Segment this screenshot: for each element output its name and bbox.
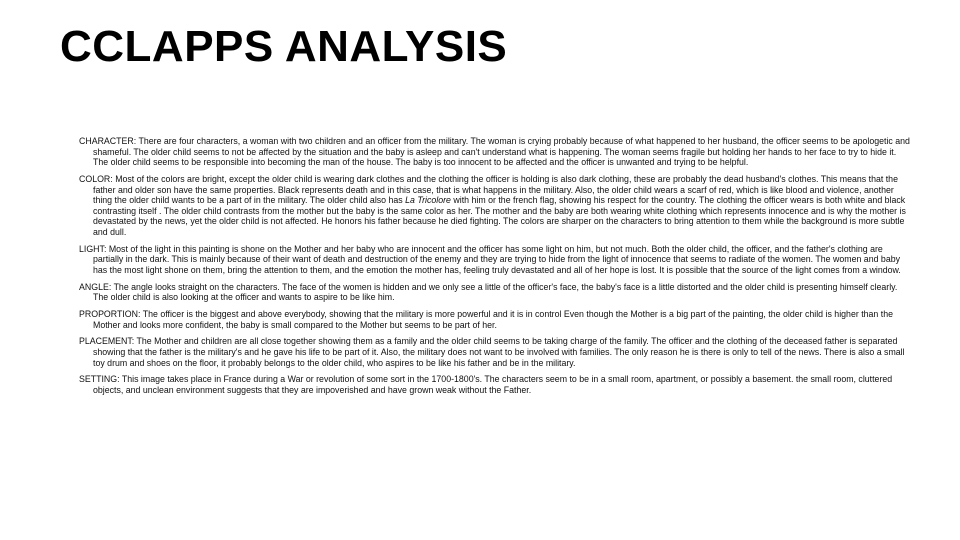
section-label: PLACEMENT xyxy=(79,336,132,347)
section-label: LIGHT xyxy=(79,243,104,254)
section-label: CHARACTER xyxy=(79,136,134,146)
section-label: COLOR xyxy=(79,173,111,184)
section-proportion: PROPORTION: The officer is the biggest and above everybody, showing that the military is more powerful and it is in control Even though the Mother is a big part of the painting, the older child is higher than the Mother and looks more confident, the baby is small compared to the Mother but seems to be part of her. xyxy=(79,309,894,330)
section-text-italic: La Tricolore xyxy=(405,195,451,206)
section-label: PROPORTION xyxy=(79,309,138,320)
analysis-body xyxy=(79,136,911,402)
section-text: The officer is the biggest and above everybody, showing that the military is more powerful and it is in control Even though the Mother is a big part of the painting, the older child is higher than the Mother and looks more confident, the baby is small compared to the Mother but seems to be part of her. xyxy=(93,309,894,330)
section-label: SETTING xyxy=(79,374,118,385)
section-text: The Mother and children are all close together showing them as a family and the older child seems to be taking charge of the family. The officer and the clothing of the deceased father is separated showing that the father is the military's and he gave his life to be part of it. Also, the military does not want to be involved with families. The only reason he is there is only to tell of the news. There is also a small toy drum and shoes on the floor, it probably belongs to the older child, who aspires to be like his father and be in the military. xyxy=(93,336,905,368)
section-text: Most of the colors are bright, except the older child is wearing dark clothes and the clothing the officer is holding is also dark clothing, these are probably the dead husband's clothes. This means that the father and older son have the same properties. Black represents death and in this case, that is what happens in the military. Also, the older child wears a scarf of red, which is like blood and violence, another thing the older child wants to be a part of in the military. The older child also has xyxy=(93,173,898,206)
section-text: with him or the french flag, showing his respect for the country. The clothing the officer wears is both white and black contrasting itself . The older child contrasts from the mother but the baby is the same color as her. The mother and the baby are both wearing white clothing which represents innocence and is why the mother is devastated by the news, yet the older child is not affected. He honors his father because he died fighting. The colors are sharper on the characters to bring attention to them while the background is more subtle and dull. xyxy=(93,195,906,237)
section-text: The angle looks straight on the characters. The face of the women is hidden and we only see a little of the officer's face, the baby's face is a little distorted and the older child is presenting himself clearly. The older child is also looking at the officer and wants to aspire to be like him. xyxy=(93,281,898,303)
section-text: This image takes place in France during a War or revolution of some sort in the 1700-1800's. The characters seem to be in a small room, apartment, or possibly a basement. the small room, cluttered objects, and unclean environment suggests that they are impoverished and have grown weak without the Father. xyxy=(93,374,893,395)
section-text: There are four characters, a woman with two children and an officer from the military. The woman is crying probably because of what happened to her husband, the officer seems to be apologetic and shameful. The older child seems to not be affected by the situation and the baby is asleep and can't understand what is happening. The woman seems fragile but holding her hands to her face to try to hide it. The older child seems to be responsible into becoming the man of the house. The baby is too innocent to be affected and the officer is unwanted and trying to be helpful. xyxy=(93,136,910,168)
section-placement: PLACEMENT: The Mother and children are all close together showing them as a family and the older child seems to be taking charge of the family. The officer and the clothing of the deceased father is separated showing that the father is the military's and he gave his life to be part of it. Also, the military does not want to be involved with families. The only reason he is there is only to tell of the news. There is also a small toy drum and shoes on the floor, it probably belongs to the older child, who aspires to be like his father and be in the military. xyxy=(79,336,905,368)
section-setting: SETTING: This image takes place in France during a War or revolution of some sort in the 1700-1800's. The characters seem to be in a small room, apartment, or possibly a basement. the small room, cluttered objects, and unclean environment suggests that they are impoverished and have grown weak without the Father. xyxy=(79,374,893,395)
section-character: CHARACTER: There are four characters, a woman with two children and an officer from the military. The woman is crying probably because of what happened to her husband, the officer seems to be apologetic and shameful. The older child seems to not be affected by the situation and the baby is asleep and can't understand what is happening. The woman seems fragile but holding her hands to her face to try to hide it. The older child seems to be responsible into becoming the man of the house. The baby is too innocent to be affected and the officer is unwanted and trying to be helpful. xyxy=(79,136,910,168)
section-text: Most of the light in this painting is shone on the Mother and her baby who are innocent and the officer has some light on him, but not much. Both the older child, the officer, and the father's clothing are partially in the dark. This is mainly because of their want of death and destruction of the enemy and they are trying to hide from the light of innocence that seems to radiate of the women. The women and baby has the most light shone on them, bring the attention to them, and the emotion the mother has, feeling truly devastated and all of her hope is lost. It is possible that the source of the light comes from a window. xyxy=(93,243,901,275)
section-angle: ANGLE: The angle looks straight on the characters. The face of the women is hidden and we only see a little of the officer's face, the baby's face is a little distorted and the older child is presenting himself clearly. The older child is also looking at the officer and wants to aspire to be like him. xyxy=(79,281,898,303)
section-label: ANGLE xyxy=(79,281,109,292)
section-light: LIGHT: Most of the light in this painting is shone on the Mother and her baby who are innocent and the officer has some light on him, but not much. Both the older child, the officer, and the father's clothing are partially in the dark. This is mainly because of their want of death and destruction of the enemy and they are trying to hide from the light of innocence that seems to radiate of the women. The women and baby has the most light shone on them, bring the attention to them, and the emotion the mother has, feeling truly devastated and all of her hope is lost. It is possible that the source of the light comes from a window. xyxy=(79,243,901,275)
section-color: COLOR: Most of the colors are bright, except the older child is wearing dark clothes and the clothing the officer is holding is also dark clothing, these are probably the dead husband's clothes. This means that the father and older son have the same properties. Black represents death and in this case, that is what happens in the military. Also, the older child wears a scarf of red, which is like blood and violence, another thing the older child wants to be a part of in the military. The older child also has La Tricolore with him or the french flag, showing his respect for the country. The clothing the officer wears is both white and black contrasting itself . The older child contrasts from the mother but the baby is the same color as her. The mother and the baby are both wearing white clothing which represents innocence and is why the mother is devastated by the news, yet the older child is not affected. He honors his father because he died fighting. The colors are sharper on the characters to bring attention to them while the background is more subtle and dull. xyxy=(79,173,906,237)
slide-title: CCLAPPS ANALYSIS xyxy=(60,22,508,71)
